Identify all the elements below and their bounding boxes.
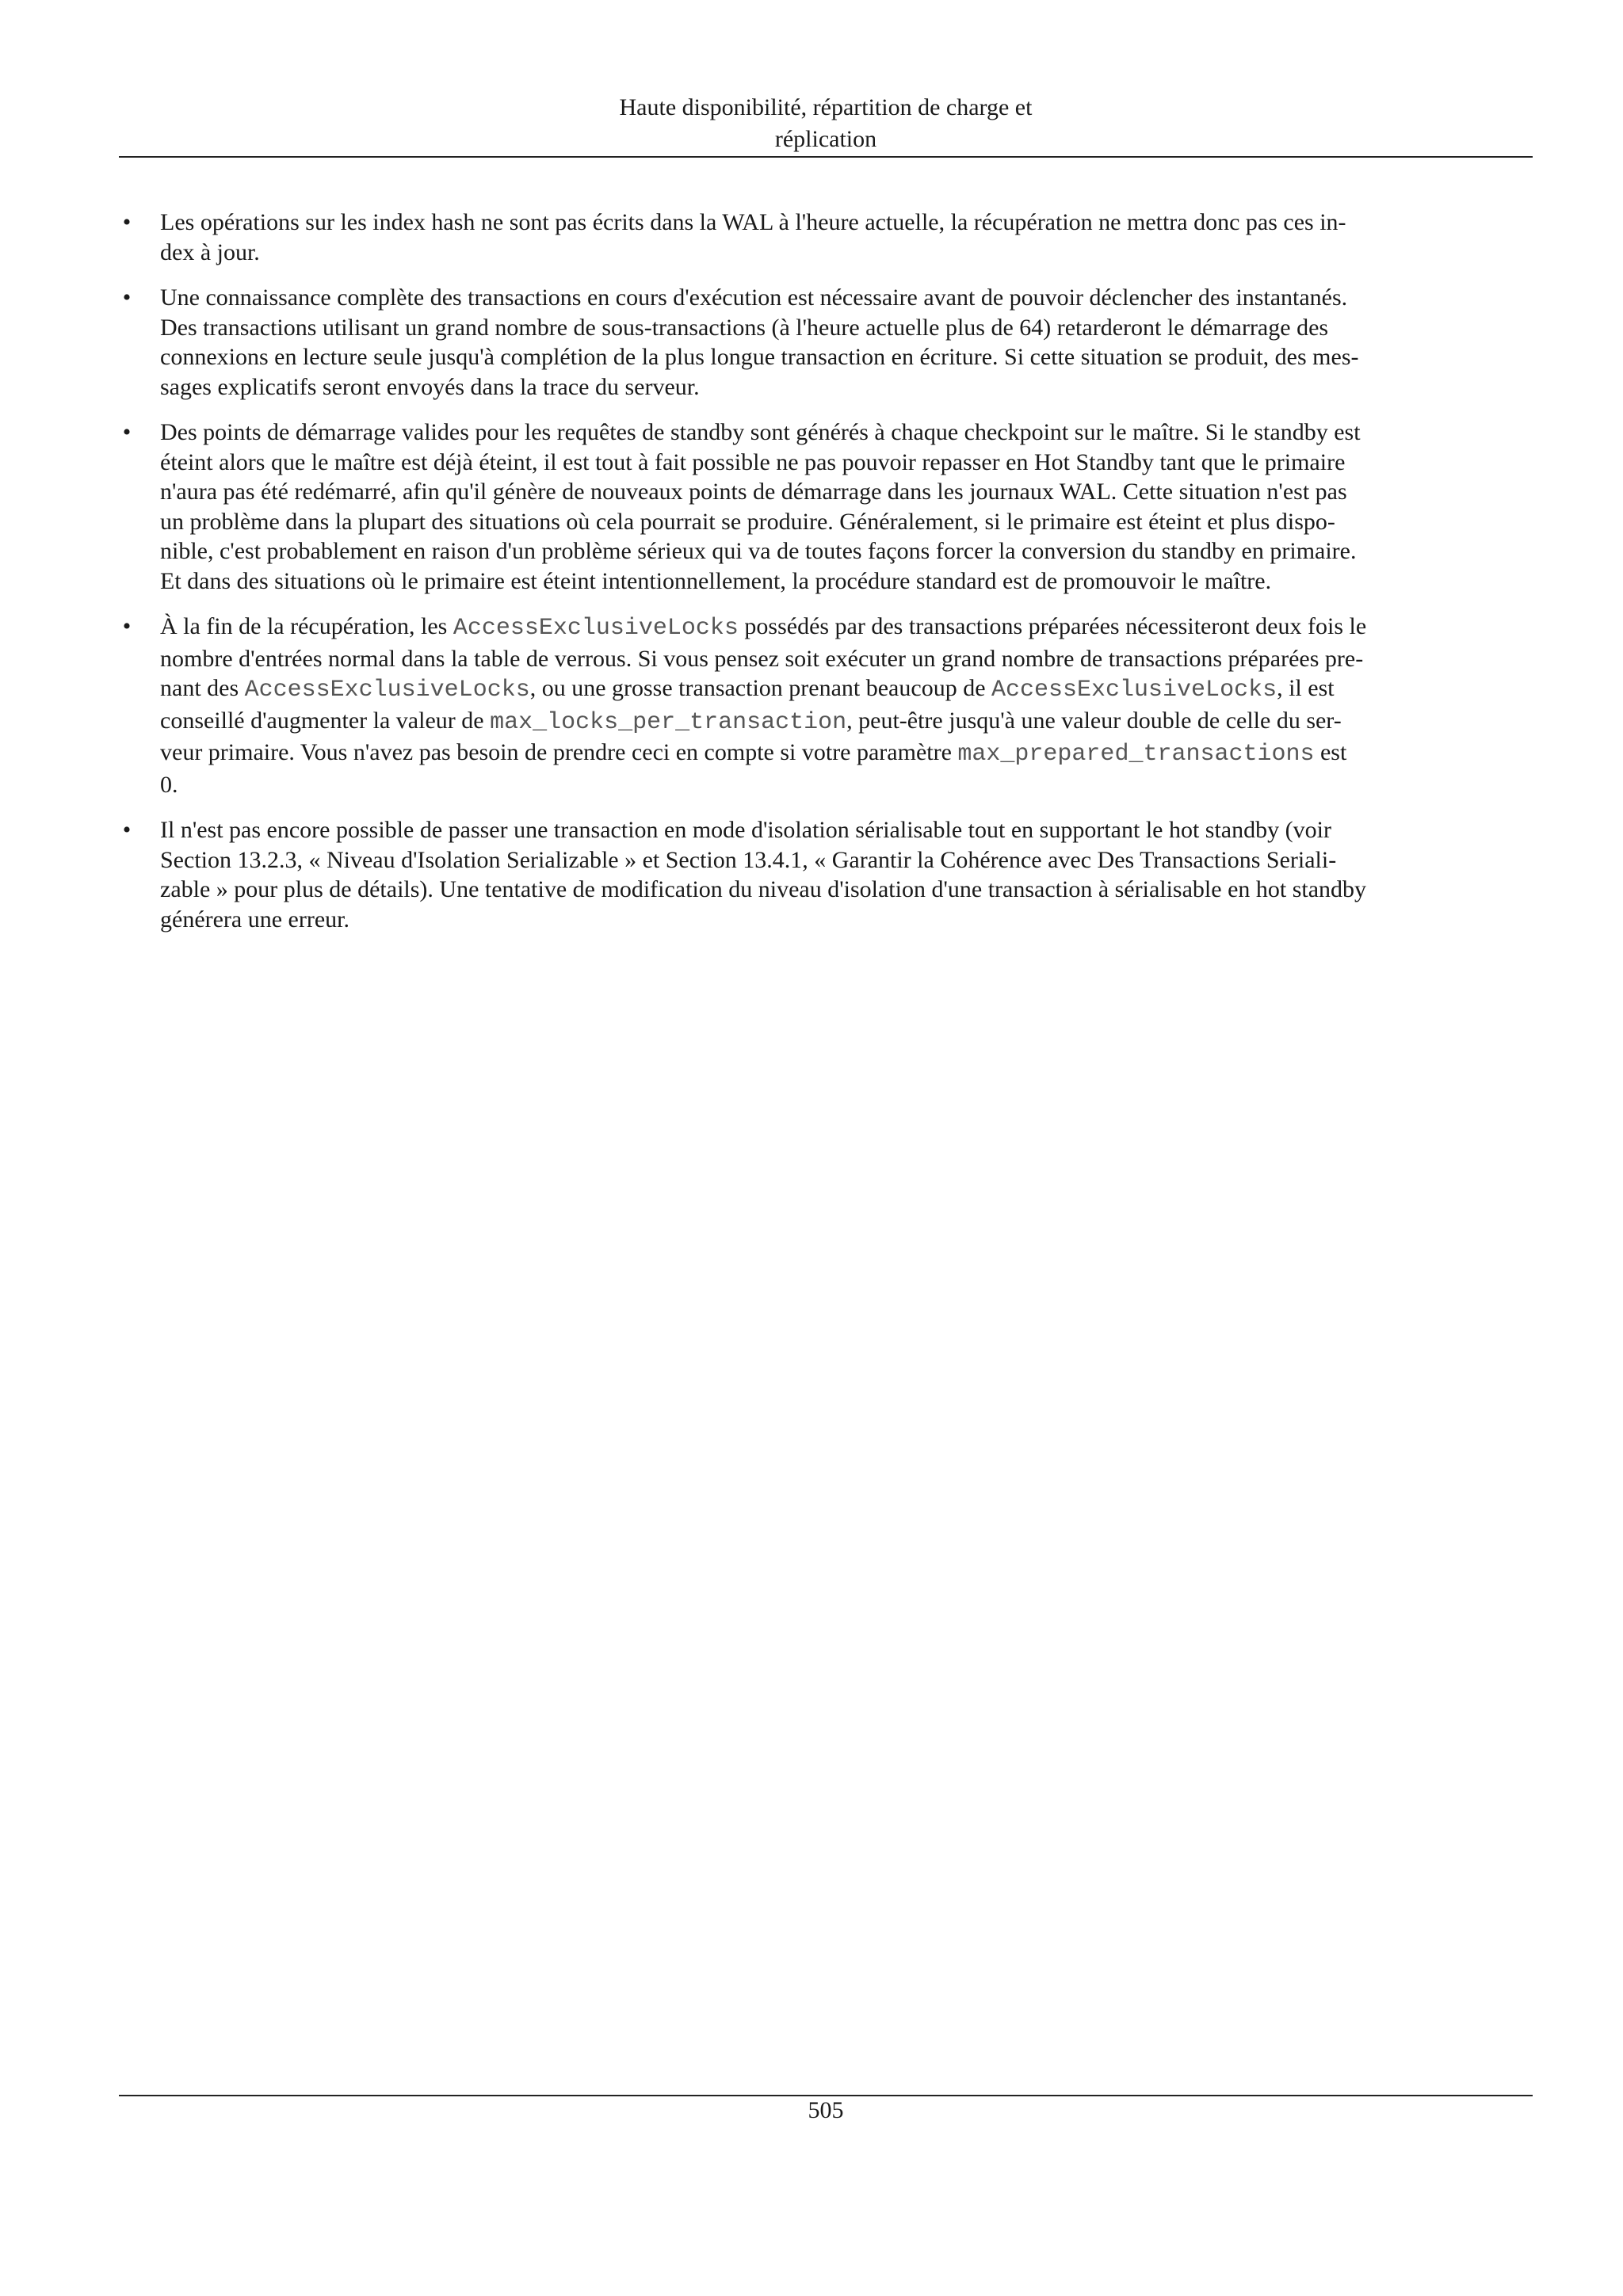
text-line (160, 283, 1533, 313)
text-run: , ou une grosse transaction prenant beaucoup de (529, 675, 992, 701)
text-run: veur primaire. Vous n'avez pas besoin de prendre ceci en compte si votre paramètre (160, 739, 958, 765)
text-run: possédés par des transactions préparées nécessiteront deux fois le (738, 613, 1367, 639)
text-run: nombre d'entrées normal dans la table de verrous. Si vous pensez soit exécuter un grand nombre de transactions préparées pre- (160, 645, 1364, 672)
text-run: À la fin de la récupération, les (160, 613, 453, 639)
text-run: Une connaissance complète des transactions en cours d'exécution est nécessaire avant de pouvoir déclencher des instantanés. (160, 284, 1348, 311)
text-line (160, 673, 1533, 706)
bullet-text (160, 418, 1533, 596)
bullet-text (160, 815, 1533, 934)
text-run: est (1314, 739, 1347, 765)
text-line (160, 644, 1533, 674)
header-title-line-2: réplication (774, 126, 877, 152)
inline-code: AccessExclusiveLocks (244, 677, 530, 704)
text-line (160, 815, 1533, 845)
bullet-icon: • (122, 419, 132, 445)
text-run: un problème dans la plupart des situations où cela pourrait se produire. Généralement, si le primaire est éteint et plus dispo- (160, 508, 1335, 535)
text-run: Et dans des situations où le primaire est éteint intentionnellement, la procédure standard est de promouvoir le maître. (160, 567, 1272, 594)
inline-code: max_locks_per_transaction (490, 708, 847, 736)
text-run: Les opérations sur les index hash ne sont pas écrits dans la WAL à l'heure actuelle, la récupération ne mettra donc pas ces in- (160, 209, 1346, 235)
text-line (160, 418, 1533, 448)
text-run: conseillé d'augmenter la valeur de (160, 707, 491, 734)
header-title-line-1: Haute disponibilité, répartition de charge et (619, 94, 1033, 120)
text-run: Des points de démarrage valides pour les requêtes de standby sont générés à chaque checkpoint sur le maître. Si le standby est (160, 419, 1361, 445)
text-line (160, 875, 1533, 905)
text-line (160, 706, 1533, 738)
text-line (160, 238, 1533, 268)
text-run: nant des (160, 675, 245, 701)
text-line (160, 313, 1533, 343)
bullet-icon: • (122, 817, 132, 843)
inline-code: AccessExclusiveLocks (453, 615, 739, 642)
text-run: dex à jour. (160, 238, 260, 265)
list-item (119, 418, 1533, 596)
text-run: Des transactions utilisant un grand nombre de sous-transactions (à l'heure actuelle plus de 64) retarderont le démarrage des (160, 314, 1329, 341)
text-run: nible, c'est probablement en raison d'un problème sérieux qui va de toutes façons forcer la conversion du standby en primaire. (160, 538, 1357, 564)
text-line (160, 342, 1533, 372)
text-run: générera une erreur. (160, 906, 350, 933)
list-item (119, 208, 1533, 267)
text-line (160, 448, 1533, 478)
text-run: , il est (1277, 675, 1335, 701)
bullet-icon: • (122, 284, 132, 311)
text-line (160, 477, 1533, 507)
bullet-text (160, 612, 1533, 799)
text-line (160, 536, 1533, 566)
text-run: Section 13.2.3, « Niveau d'Isolation Serializable » et Section 13.4.1, « Garantir la Cohérence avec Des Transactions Seriali- (160, 846, 1337, 873)
text-line (160, 507, 1533, 537)
text-run: n'aura pas été redémarré, afin qu'il génère de nouveaux points de démarrage dans les journaux WAL. Cette situation n'est pas (160, 479, 1347, 505)
text-line (160, 738, 1533, 770)
bullet-text (160, 283, 1533, 402)
page-content (119, 208, 1533, 950)
text-line (160, 612, 1533, 644)
list-item (119, 612, 1533, 799)
text-run: Il n'est pas encore possible de passer une transaction en mode d'isolation sérialisable tout en supportant le hot standby (voir (160, 817, 1331, 843)
bullet-icon: • (122, 613, 132, 639)
text-run: 0. (160, 771, 178, 798)
text-line (160, 208, 1533, 238)
text-line (160, 905, 1533, 935)
text-run: connexions en lecture seule jusqu'à complétion de la plus longue transaction en écriture. Si cette situation se produit, des mes- (160, 344, 1359, 370)
bullet-text (160, 208, 1533, 267)
text-run: zable » pour plus de détails). Une tentative de modification du niveau d'isolation d'une transaction à sérialisable en hot standby (160, 876, 1367, 902)
page-header (119, 92, 1533, 155)
bullet-list (119, 208, 1533, 934)
text-run: sages explicatifs seront envoyés dans la trace du serveur. (160, 373, 700, 400)
text-line (160, 372, 1533, 402)
bullet-icon: • (122, 209, 132, 235)
text-line (160, 566, 1533, 597)
text-run: éteint alors que le maître est déjà éteint, il est tout à fait possible ne pas pouvoir repasser en Hot Standby tant que le primaire (160, 448, 1346, 475)
header-rule (119, 156, 1533, 158)
page-number: 505 (808, 2097, 844, 2123)
text-run: , peut-être jusqu'à une valeur double de celle du ser- (846, 707, 1342, 734)
inline-code: AccessExclusiveLocks (991, 677, 1277, 704)
list-item (119, 283, 1533, 402)
text-line (160, 845, 1533, 875)
inline-code: max_prepared_transactions (957, 741, 1315, 768)
text-line (160, 770, 1533, 800)
list-item (119, 815, 1533, 934)
